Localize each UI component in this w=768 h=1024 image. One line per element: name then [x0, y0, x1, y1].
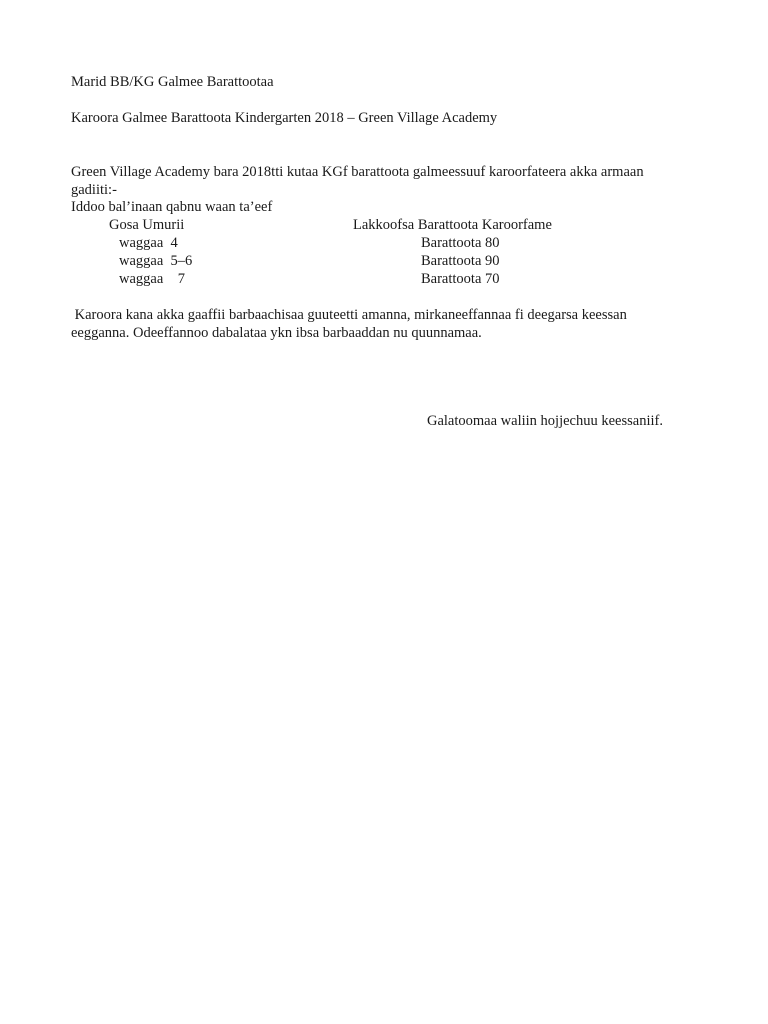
table-row-age: waggaa 4	[119, 235, 178, 251]
subject-line: Karoora Galmee Barattoota Kindergarten 2018 – Green Village Academy	[71, 110, 498, 126]
table-caption: Iddoo bal’inaan qabnu waan ta’eef	[71, 199, 273, 215]
intro-paragraph: Green Village Academy bara 2018tti kutaa KGf barattoota galmeessuuf karoorfateera akka armaan gadiiti:-	[71, 164, 644, 198]
table-header-count: Lakkoofsa Barattoota Karoorfame	[353, 217, 552, 233]
table-row-age: waggaa 5–6	[119, 253, 193, 269]
closing-paragraph: Karoora kana akka gaaffii barbaachisaa guuteetti amanna, mirkaneeffannaa fi deegarsa keessan eegganna. Odeeffannoo dabalataa ykn ibsa barbaaddan nu quunnamaa.	[71, 307, 631, 341]
table-row-count: Barattoota 70	[421, 271, 500, 287]
header-line: Marid BB/KG Galmee Barattootaa	[71, 74, 274, 90]
table-header-age: Gosa Umurii	[109, 217, 185, 233]
signoff-line: Galatoomaa waliin hojjechuu keessaniif.	[427, 413, 663, 429]
table-row-count: Barattoota 90	[421, 253, 500, 269]
table-row-count: Barattoota 80	[421, 235, 500, 251]
table-row-age: waggaa 7	[119, 271, 186, 287]
